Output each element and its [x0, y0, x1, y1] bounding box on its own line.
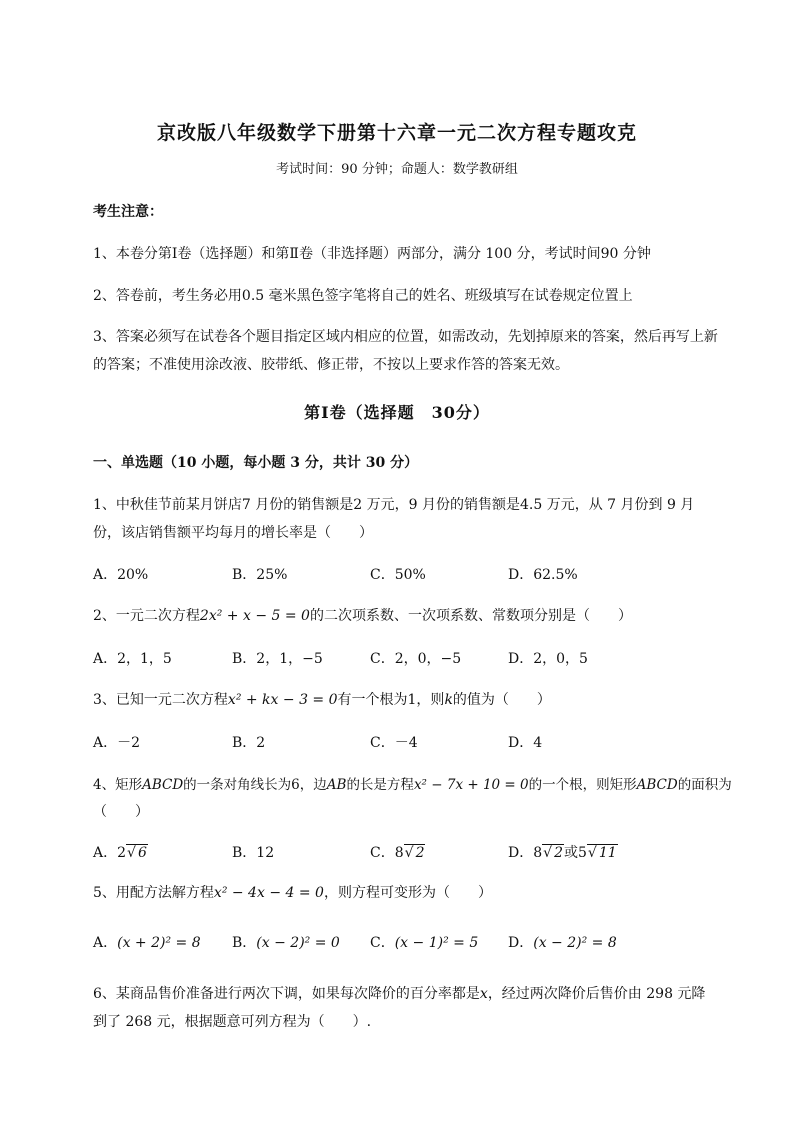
- option-label: D．: [508, 845, 534, 861]
- option-label: A．: [93, 845, 118, 861]
- question-5-option-b: [232, 932, 340, 952]
- option-label: A．: [93, 935, 118, 951]
- question-5-stem: [93, 882, 492, 902]
- question-3-option-c: C．－4: [370, 735, 418, 751]
- question-3-option-a: A．－2: [93, 735, 141, 751]
- question-3-option-b: B．2: [232, 735, 266, 751]
- question-6-stem: [93, 983, 705, 1003]
- question-3-mid: 有一个根为1，则: [337, 692, 445, 708]
- option-label: D．: [508, 935, 534, 951]
- option-coef: 8: [394, 845, 404, 861]
- sqrt-icon: √: [587, 845, 597, 861]
- question-5-equation: x² − 4x − 4 = 0: [213, 885, 324, 901]
- question-4-equation: x² − 7x + 10 = 0: [413, 777, 529, 793]
- question-6-pre: 6、某商品售价准备进行两次下调，如果每次降价的百分率都是: [93, 986, 480, 1002]
- question-4-stem: [93, 773, 732, 793]
- question-4-line2: （ ）: [93, 804, 149, 820]
- question-4-text-2: 的一条对角线长为6，边: [183, 777, 327, 793]
- question-4-rect-name-2: ABCD: [636, 777, 678, 793]
- question-4-text-3: 的长是方程: [346, 777, 414, 793]
- sqrt-icon: √: [404, 845, 414, 861]
- option-radicand-2: 11: [598, 845, 617, 861]
- question-1-option-b: B．25%: [232, 567, 288, 583]
- question-3-stem: [93, 689, 551, 709]
- option-tail: 或5: [564, 845, 587, 861]
- question-1-option-c: C．50%: [370, 567, 426, 583]
- option-coef: 8: [533, 845, 543, 861]
- question-2-stem: [93, 605, 632, 625]
- question-4-option-c: [370, 842, 425, 862]
- part-heading: 一、单选题（10 小题，每小题 3 分，共计 30 分）: [93, 455, 419, 471]
- question-4-option-b: [232, 842, 274, 862]
- question-3-equation: x² + kx − 3 = 0: [227, 692, 338, 708]
- option-radicand: 6: [137, 845, 147, 861]
- option-expression: (x − 2)² = 8: [533, 935, 617, 951]
- question-2-option-d: D．2，0，5: [508, 651, 588, 667]
- question-4-option-a: [93, 842, 148, 862]
- question-2-option-b: B．2，1，−5: [232, 651, 323, 667]
- question-2-option-a: A．2，1，5: [93, 651, 172, 667]
- option-label: C．: [370, 935, 395, 951]
- notice-item-3: 3、答案必须写在试卷各个题目指定区域内相应的位置，如需改动，先划掉原来的答案，然后再写上新: [93, 329, 718, 345]
- option-coef: 12: [256, 845, 275, 861]
- question-1-option-a: A．20%: [93, 567, 149, 583]
- question-5-option-c: [370, 932, 478, 952]
- notice-item-2: 2、答卷前，考生务必用0.5 毫米黑色签字笔将自己的姓名、班级填写在试卷规定位置上: [93, 288, 633, 304]
- question-4-option-d: [508, 842, 618, 862]
- question-2-equation: 2x² + x − 5 = 0: [199, 608, 310, 624]
- exam-subtitle: 考试时间：90 分钟；命题人：数学教研组: [276, 162, 518, 177]
- option-radicand: 2: [415, 845, 425, 861]
- question-1-option-d: D．62.5%: [508, 567, 578, 583]
- question-4-text-5: 的面积为: [677, 777, 732, 793]
- question-5-pre: 5、用配方法解方程: [93, 885, 214, 901]
- question-3-var: k: [444, 692, 453, 708]
- section-title: 第Ⅰ卷（选择题 30分）: [304, 403, 490, 422]
- question-2-pre: 2、一元二次方程: [93, 608, 200, 624]
- option-expression: (x + 2)² = 8: [117, 935, 201, 951]
- question-4-side-name: AB: [326, 777, 347, 793]
- question-2-post: 的二次项系数、一次项系数、常数项分别是（ ）: [309, 608, 632, 624]
- sqrt-icon: √: [127, 845, 136, 861]
- option-expression: (x − 2)² = 0: [256, 935, 340, 951]
- notice-item-3-cont: 的答案；不准使用涂改液、胶带纸、修正带，不按以上要求作答的答案无效。: [93, 357, 569, 373]
- question-3-pre: 3、已知一元二次方程: [93, 692, 228, 708]
- question-3-option-d: D．4: [508, 735, 543, 751]
- question-5-post: ，则方程可变形为（ ）: [323, 885, 492, 901]
- question-6-var: x: [479, 986, 488, 1002]
- question-4-text-4: 的一个根，则矩形: [528, 777, 637, 793]
- question-1-line2: 份，该店销售额平均每月的增长率是（ ）: [93, 525, 373, 541]
- question-4-rect-name: ABCD: [142, 777, 184, 793]
- question-6-post: ，经过两次降价后售价由 298 元降: [487, 986, 706, 1002]
- option-label: B．: [232, 935, 257, 951]
- question-3-post: 的值为（ ）: [452, 692, 551, 708]
- option-radicand: 2: [554, 845, 563, 861]
- question-2-option-c: C．2，0，−5: [370, 651, 462, 667]
- option-coef: 2: [117, 845, 127, 861]
- option-expression: (x − 1)² = 5: [394, 935, 479, 951]
- question-6-line2: 到了 268 元，根据题意可列方程为（ ）.: [93, 1014, 372, 1030]
- question-4-text-1: 4、矩形: [93, 777, 143, 793]
- question-5-option-d: [508, 932, 617, 952]
- option-label: B．: [232, 845, 257, 861]
- sqrt-icon: √: [543, 845, 553, 861]
- question-5-option-a: [93, 932, 201, 952]
- page-title: 京改版八年级数学下册第十六章一元二次方程专题攻克: [156, 122, 637, 144]
- option-label: C．: [370, 845, 395, 861]
- notice-heading: 考生注意：: [93, 204, 163, 220]
- notice-item-1: 1、本卷分第Ⅰ卷（选择题）和第Ⅱ卷（非选择题）两部分，满分 100 分，考试时间90 分钟: [93, 246, 651, 262]
- question-1-line1: 1、中秋佳节前某月饼店7 月份的销售额是2 万元，9 月份的销售额是4.5 万元，从 7 月份到 9 月: [93, 497, 695, 513]
